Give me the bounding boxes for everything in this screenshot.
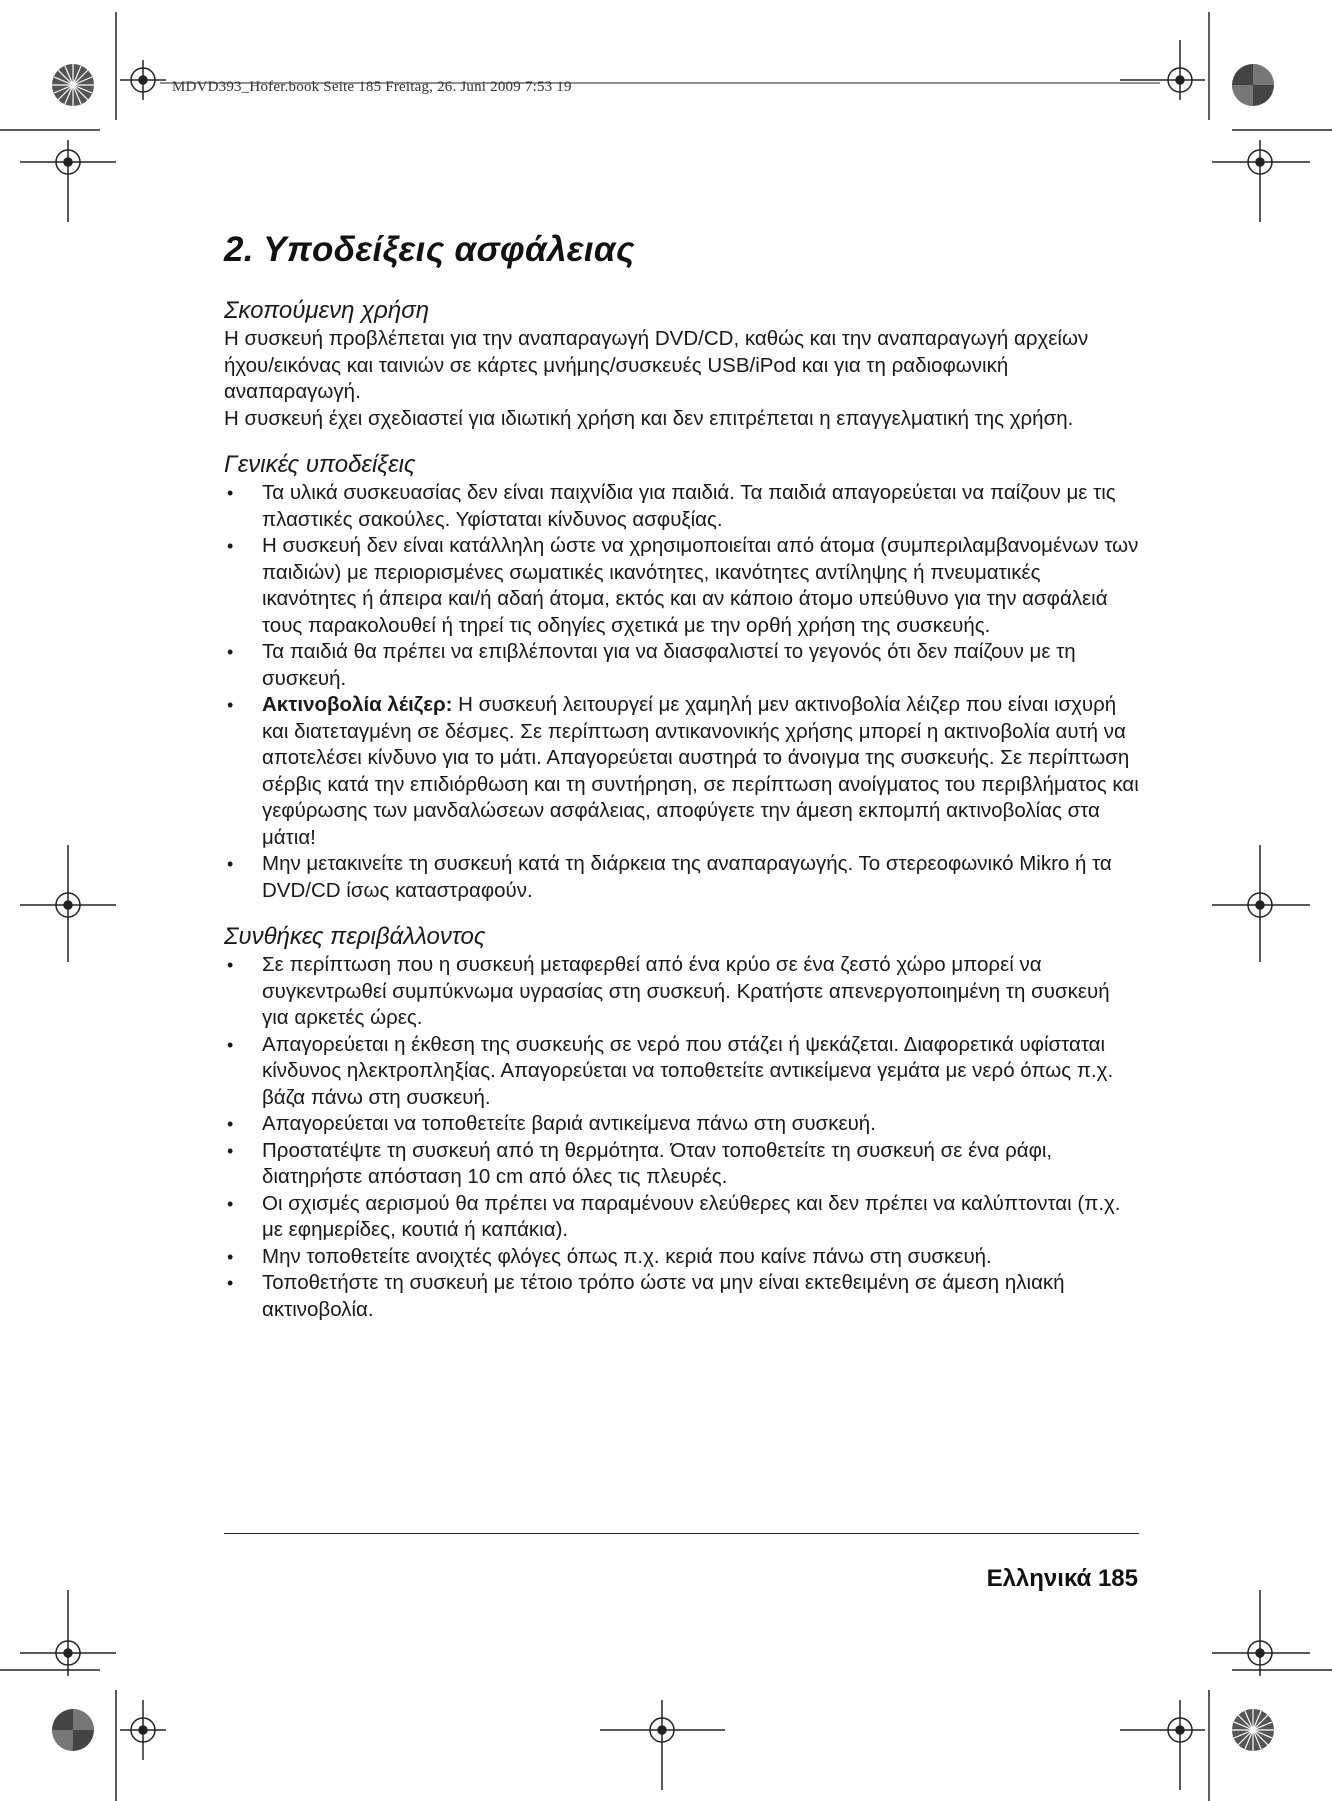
section-environment <box>224 922 1139 1323</box>
list-item <box>224 480 1139 533</box>
registration-mark-left-middle <box>20 845 116 962</box>
star-target-bottom-right <box>1232 1709 1274 1751</box>
list-item <box>224 1111 1139 1138</box>
registration-mark-right-lower <box>1212 1590 1310 1676</box>
registration-mark-right-upper <box>1212 140 1310 222</box>
registration-mark-bottom-left <box>120 1700 166 1760</box>
star-target-top-left <box>52 64 94 106</box>
slug-line: MDVD393_Hofer.book Seite 185 Freitag, 26. Juni 2009 7:53 19 <box>172 79 572 95</box>
list-item-text: Τα παιδιά θα πρέπει να επιβλέπονται για να διασφαλιστεί το γεγονός ότι δεν παίζουν με τη συσκευή. <box>262 640 1076 690</box>
paragraph: Η συσκευή προβλέπεται για την αναπαραγωγή DVD/CD, καθώς και την αναπαραγωγή αρχείων ήχου/εικόνας και ταινιών σε κάρτες μνήμης/συσκευές USB/iPod και για τη ραδιοφωνική αναπαραγωγή. <box>224 327 1089 403</box>
list-item-text: Προστατέψτε τη συσκευή από τη θερμότητα. Όταν τοποθετείτε τη συσκευή σε ένα ράφι, διατηρήστε απόσταση 10 cm από όλες τις πλευρές. <box>262 1138 1053 1188</box>
list-item-text: Μην μετακινείτε τη συσκευή κατά τη διάρκεια της αναπαραγωγής. Το στερεοφωνικό Mikro ή τα DVD/CD ίσως καταστραφούν. <box>262 852 1112 902</box>
footer-rule <box>224 1533 1139 1534</box>
color-target-top-right <box>1232 64 1274 106</box>
list-item <box>224 1138 1139 1191</box>
list-item <box>224 533 1139 639</box>
list-item <box>224 851 1139 904</box>
registration-mark-top-left <box>120 60 166 100</box>
list-item <box>224 1270 1139 1323</box>
list-item-text: Η συσκευή δεν είναι κατάλληλη ώστε να χρησιμοποιείται από άτομα (συμπεριλαμβανομένων των παιδιών) με περιορισμένες σωματικές ικανότητες, ικανότητες αντίληψης ή πνευματικές ικανότητες ή άπειρα και/ή αδαή άτομα, εκτός και αν κάποιο άτομο υπεύθυνο για την ασφάλειά τους παρακολουθεί ή τηρεί τις οδηγίες σχετικά με την ορθή χρήση της συσκευής. <box>262 534 1139 637</box>
page-title: 2. Υποδείξεις ασφάλειας <box>224 230 635 269</box>
registration-mark-left-lower <box>20 1590 116 1676</box>
list-item <box>224 692 1139 851</box>
bullet-list-environment <box>224 952 1139 1323</box>
page-content <box>224 226 1139 1323</box>
paragraph: Η συσκευή έχει σχεδιαστεί για ιδιωτική χρήση και δεν επιτρέπεται η επαγγελματική της χρήση. <box>224 406 1074 430</box>
list-item-text: Σε περίπτωση που η συσκευή μεταφερθεί από ένα κρύο σε ένα ζεστό χώρο μπορεί να συγκεντρωθεί συμπύκνωμα υγρασίας στη συσκευή. Κρατήστε απενεργοποιημένη τη συσκευή για αρκετές ώρες. <box>262 953 1110 1029</box>
list-item-text: Οι σχισμές αερισμού θα πρέπει να παραμένουν ελεύθερες και δεν πρέπει να καλύπτονται (π.χ. με εφημερίδες, κουτιά ή καπάκια). <box>262 1191 1121 1241</box>
bullet-list-general <box>224 480 1139 904</box>
list-item-text: Η συσκευή λειτουργεί με χαμηλή μεν ακτινοβολία λέιζερ που είναι ισχυρή και διατεταγμένη σε δέσμες. Σε περίπτωση αντικανονικής χρήσης μπορεί η ακτινοβολία αυτή να αποτελέσει κίνδυνο για το μάτι. Απαγορεύεται αυστηρά το άνοιγμα της συσκευής. Σε περίπτωση σέρβις κατά την επιδιόρθωση και τη συντήρηση, σε περίπτωση ανοίγματος του περιβλήματος και γεφύρωσης των μανδαλώσεων ασφάλειας, αποφύγετε την άμεση εκπομπή ακτινοβολίας στα μάτια! <box>262 693 1139 849</box>
registration-mark-top-right <box>1120 40 1205 100</box>
list-item-text: Μην τοποθετείτε ανοιχτές φλόγες όπως π.χ. κεριά που καίνε πάνω στη συσκευή. <box>262 1244 992 1268</box>
list-item <box>224 952 1139 1032</box>
page-number: Ελληνικά 185 <box>986 1565 1138 1592</box>
registration-mark-left-upper <box>20 140 116 222</box>
list-item <box>224 1244 1139 1271</box>
color-target-bottom-left <box>52 1709 94 1751</box>
list-item-text: Τα υλικά συσκευασίας δεν είναι παιχνίδια για παιδιά. Τα παιδιά απαγορεύεται να παίζουν με τις πλαστικές σακούλες. Υφίσταται κίνδυνος ασφυξίας. <box>262 481 1116 531</box>
section-general <box>224 450 1139 904</box>
section-heading-intended-use: Σκοπούμενη χρήση <box>224 297 430 324</box>
list-item <box>224 639 1139 692</box>
list-item-text: Τοποθετήστε τη συσκευή με τέτοιο τρόπο ώστε να μην είναι εκτεθειμένη σε άμεση ηλιακή ακτινοβολία. <box>262 1271 1065 1321</box>
registration-mark-bottom-center <box>600 1700 725 1790</box>
section-heading-general: Γενικές υποδείξεις <box>224 451 416 478</box>
list-item-lead: Ακτινοβολία λέιζερ: <box>262 693 453 716</box>
list-item-text: Απαγορεύεται η έκθεση της συσκευής σε νερό που στάζει ή ψεκάζεται. Διαφορετικά υφίσταται κίνδυνος ηλεκτροπληξίας. Απαγορεύεται να τοποθετείτε αντικείμενα γεμάτα με νερό όπως π.χ. βάζα πάνω στη συσκευή. <box>262 1032 1114 1109</box>
registration-mark-bottom-right <box>1120 1700 1205 1790</box>
list-item <box>224 1032 1139 1112</box>
section-intended-use <box>224 296 1139 432</box>
section-heading-environment: Συνθήκες περιβάλλοντος <box>224 923 486 950</box>
registration-mark-right-middle <box>1212 845 1310 962</box>
list-item-text: Απαγορεύεται να τοποθετείτε βαριά αντικείμενα πάνω στη συσκευή. <box>262 1112 876 1135</box>
list-item <box>224 1191 1139 1244</box>
